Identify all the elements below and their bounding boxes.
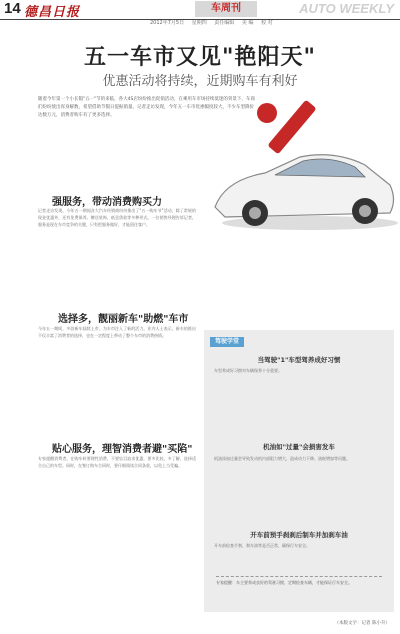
section-heading-2: 选择多，靓丽新车"助燃"车市 — [58, 314, 189, 325]
section-label: 车周刊 — [195, 1, 257, 17]
dateline-weekday: 星期四 — [191, 20, 207, 26]
section-english-label: AUTO WEEKLY — [299, 1, 394, 16]
sidebar-note: 专家提醒：车主要养成良好的驾驶习惯，定期检查车辆，才能保证行车安全。 — [216, 576, 382, 587]
headline: 五一车市又见"艳阳天" — [84, 45, 316, 70]
sidebar-heading-3: 开车前预手刹刹后制车并加刹车油 — [250, 531, 348, 539]
section-heading-1: 强服务，带动消费购买力 — [52, 197, 162, 208]
dateline-date: 2012年7月5日 — [150, 20, 185, 26]
dateline-editor: 责任编辑 — [214, 20, 235, 26]
sidebar-heading-2: 机油如"过量"会损害发车 — [263, 443, 335, 451]
masthead — [0, 0, 400, 20]
dateline-art-editor: 美 编 — [241, 20, 254, 26]
sidebar-tag: 驾驶学堂 — [210, 337, 244, 347]
sidebar-text-3: 开车前检查手刹、刹车油等是否正常，确保行车安全。 — [214, 543, 310, 548]
page-number: 14 — [4, 0, 21, 17]
section-heading-3: 贴心服务，理智消费者避"买陷" — [52, 444, 193, 455]
sidebar-text-2: 机油添加过量会导致发动机内部阻力增大，造成动力下降、油耗增加等问题。 — [214, 456, 350, 461]
section-text-1: 记者走访发现，今年五一期间各大汽车经销商纷纷推出了"五一购车节"活动，除了常规的现金优惠外，还有免费保养、赠送装饰、低息贷款等多种形式。一位销售经理告诉记者，服务是现在车市竞争的关键，只有把服务做好，才能留住客户。 — [38, 208, 196, 227]
dateline — [150, 19, 279, 26]
credit-line: （本版文字：记者 陈小升） — [334, 621, 390, 626]
sidebar-heading-1: 当驾驶"1"车型驾养成好习惯 — [257, 356, 341, 364]
dateline-proofreader: 校 对 — [261, 20, 273, 26]
subheadline: 优惠活动将持续，近期购车有利好 — [102, 74, 298, 89]
section-text-3: 专家提醒消费者，在购车时要理性消费，不要盲目追求优惠，要多比较，多了解，选择适合自己的车型。同时，在签订购车合同时，要仔细阅读合同条款，以免上当受骗。 — [38, 456, 196, 468]
lead-paragraph: 随着今年第一个小长假"五一"节的来临，各大4S店纷纷推出促销活动，在乘用车市场持续低迷的背景下，车商们纷纷使出浑身解数，希望借助节假日提振销量。记者走访发现，今年五一车市优惠幅度较大，不少车型降价达数万元，消费者购车有了更多选择。 — [38, 97, 255, 118]
paper-name: 德昌日报 — [24, 5, 81, 20]
section-text-2: 今年五一期间，多款新车陆续上市，为车市注入了新的活力。业内人士表示，新车的推出不仅丰富了消费者的选择，也在一定程度上带动了整个车市的消费热情。 — [38, 326, 196, 338]
sidebar-text-1: 车型养成好习惯对车辆保养十分重要。 — [214, 368, 282, 373]
